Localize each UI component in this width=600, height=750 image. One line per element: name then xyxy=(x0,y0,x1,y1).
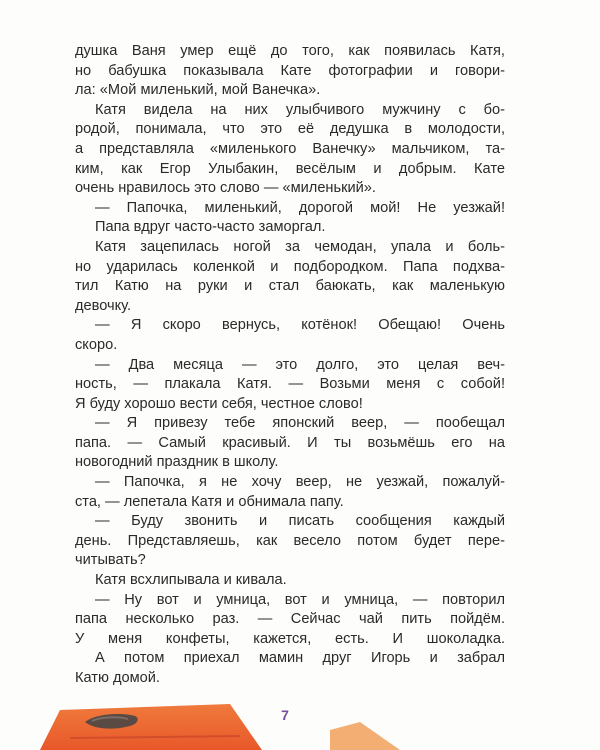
bottom-illustration xyxy=(0,690,600,750)
page-number: 7 xyxy=(281,707,289,723)
text-line: тил Катю на руки и стал баюкать, как маленькую xyxy=(75,278,505,295)
text-line: ла: «Мой миленький, мой Ванечка». xyxy=(75,82,321,99)
bottom-illustration-graphic xyxy=(0,690,600,750)
text-line: — Папочка, миленький, дорогой мой! Не уезжай! xyxy=(95,199,505,216)
text-line: У меня конфеты, кажется, есть. И шоколадка. xyxy=(75,630,505,647)
text-line: — Два месяца — это долго, это целая веч- xyxy=(95,356,505,373)
text-line: читывать? xyxy=(75,552,146,569)
text-line: Катя видела на них улыбчивого мужчину с бо- xyxy=(95,101,505,118)
text-line: папа несколько раз. — Сейчас чай пить пойдём. xyxy=(75,611,505,628)
text-line: но бабушка показывала Кате фотографии и говори- xyxy=(75,62,505,79)
text-line: папа. — Самый красивый. И ты возьмёшь его на xyxy=(75,434,505,451)
text-line: — Я привезу тебе японский веер, — пообещал xyxy=(95,415,505,432)
orange-shape xyxy=(40,704,262,750)
text-line: душка Ваня умер ещё до того, как появилась Катя, xyxy=(75,43,505,59)
text-line: Катя зацепилась ногой за чемодан, упала и боль- xyxy=(95,238,505,255)
body-text xyxy=(75,42,505,689)
text-line: Папа вдруг часто-часто заморгал. xyxy=(95,219,326,236)
text-line: ким, как Егор Улыбакин, весёлым и добрым. Кате xyxy=(75,160,505,177)
text-line: — Ну вот и умница, вот и умница, — повторил xyxy=(95,591,505,608)
text-line: день. Представляешь, как весело потом будет пере- xyxy=(75,532,505,549)
text-line: ность, — плакала Катя. — Возьми меня с собой! xyxy=(75,376,505,393)
text-line: девочку. xyxy=(75,297,132,314)
text-line: — Я скоро вернусь, котёнок! Обещаю! Очень xyxy=(95,317,505,334)
text-line: но ударилась коленкой и подбородком. Папа подхва- xyxy=(75,258,505,275)
text-line: Катю домой. xyxy=(75,670,160,686)
text-line: А потом приехал мамин друг Игорь и забрал xyxy=(95,650,505,667)
text-line: Катя всхлипывала и кивала. xyxy=(95,572,287,589)
text-line: родой, понимала, что это её дедушка в молодости, xyxy=(75,121,505,138)
text-line: — Папочка, я не хочу веер, не уезжай, пожалуй- xyxy=(95,474,505,491)
text-line: а представляла «миленького Ванечку» мальчиком, та- xyxy=(75,140,505,157)
text-line: новогодний праздник в школу. xyxy=(75,454,279,471)
text-line: скоро. xyxy=(75,336,118,353)
text-line: очень нравилось это слово — «миленький». xyxy=(75,180,376,197)
orange-shape-right xyxy=(330,722,400,750)
text-line: ста, — лепетала Катя и обнимала папу. xyxy=(75,493,344,510)
text-line: Я буду хорошо вести себя, честное слово! xyxy=(75,395,363,412)
text-line: — Буду звонить и писать сообщения каждый xyxy=(95,513,505,530)
